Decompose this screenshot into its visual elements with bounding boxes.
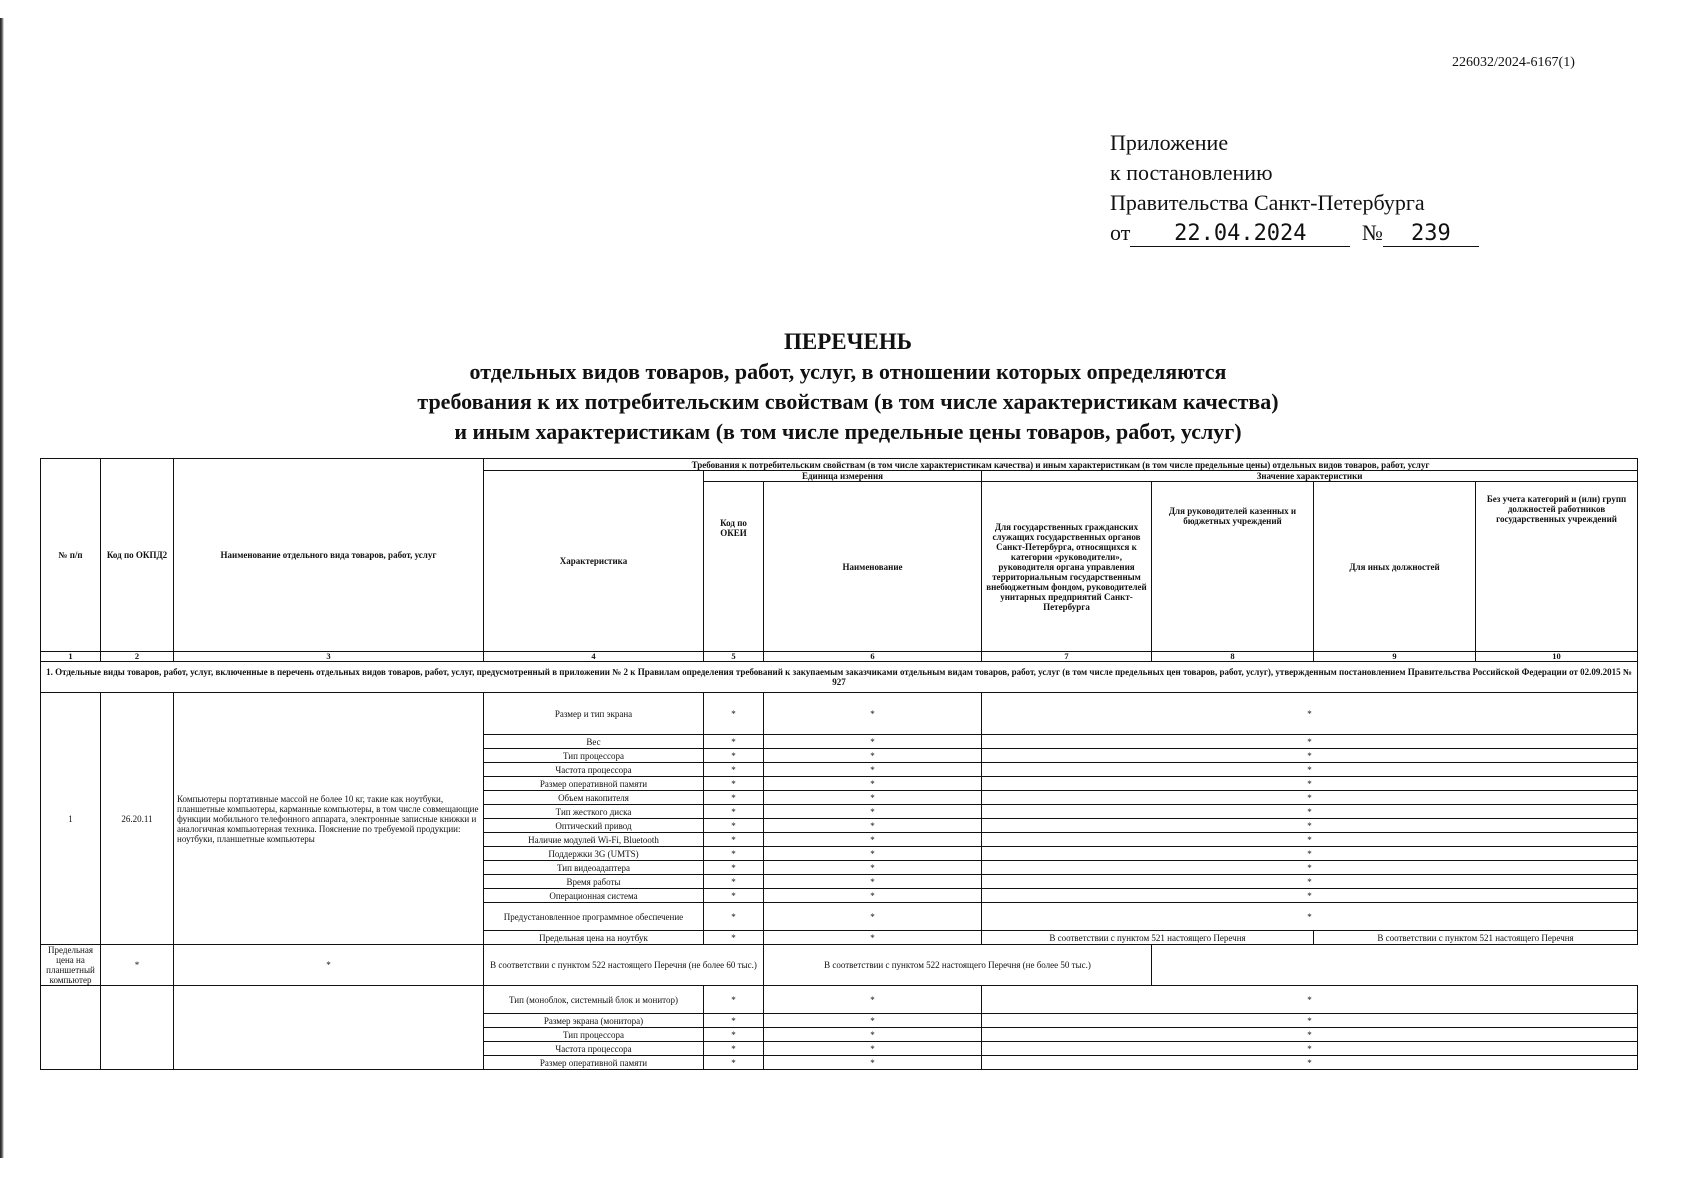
value: * <box>982 749 1638 763</box>
section-row <box>41 662 1638 693</box>
scan-edge <box>0 18 4 1158</box>
table-row <box>41 986 1638 1014</box>
unit-code: * <box>704 749 764 763</box>
decree-number: 239 <box>1383 222 1479 247</box>
from-label: от <box>1110 220 1131 245</box>
value: * <box>982 791 1638 805</box>
characteristic: Тип (моноблок, системный блок и монитор) <box>484 986 704 1014</box>
col-number: 5 <box>704 652 764 662</box>
value: * <box>982 805 1638 819</box>
column-numbers-row <box>41 652 1638 662</box>
item-2-code <box>101 986 174 1070</box>
col-number: 1 <box>41 652 101 662</box>
value: * <box>982 903 1638 931</box>
col-number: 7 <box>982 652 1152 662</box>
unit-code: * <box>704 1056 764 1070</box>
appendix-block <box>1110 128 1479 248</box>
unit-name: * <box>764 1056 982 1070</box>
header-val10: Без учета категорий и (или) групп должностей работников государственных учреждений <box>1476 482 1638 652</box>
unit-code: * <box>704 861 764 875</box>
unit-name: * <box>764 749 982 763</box>
unit-code: * <box>704 875 764 889</box>
value: * <box>982 986 1638 1014</box>
value: * <box>982 693 1638 735</box>
header-val7: Для государственных гражданских служащих государственных органов Санкт-Петербурга, относящихся к категории «руководители», руководителя органа управления территориальным государственным внебюджетным фондом, руководителей унитарных предприятий Санкт-Петербурга <box>982 482 1152 652</box>
document-title <box>0 327 1696 447</box>
unit-code: * <box>704 833 764 847</box>
unit-code: * <box>704 889 764 903</box>
table-row <box>41 945 1638 986</box>
item-2-name <box>174 986 484 1070</box>
characteristic: Тип процессора <box>484 1028 704 1042</box>
unit-code: * <box>704 1028 764 1042</box>
col-number: 9 <box>1314 652 1476 662</box>
unit-code: * <box>704 805 764 819</box>
unit-name: * <box>764 1014 982 1028</box>
characteristic: Предустановленное программное обеспечение <box>484 903 704 931</box>
col-number: 6 <box>764 652 982 662</box>
value: * <box>982 1014 1638 1028</box>
header-val8: Для руководителей казенных и бюджетных учреждений <box>1152 482 1314 652</box>
characteristic: Размер оперативной памяти <box>484 1056 704 1070</box>
unit-code: * <box>704 777 764 791</box>
title-line-3: и иным характеристикам (в том числе предельные цены товаров, работ, услуг) <box>454 419 1242 444</box>
unit-name: * <box>764 763 982 777</box>
header-unit-code: Код по ОКЕИ <box>704 482 764 652</box>
unit-name: * <box>764 861 982 875</box>
unit-code: * <box>704 986 764 1014</box>
price-notebook-value-7-8: В соответствии с пунктом 521 настоящего Перечня <box>982 931 1314 945</box>
unit-name: * <box>764 735 982 749</box>
item-1-name: Компьютеры портативные массой не более 10 кг, такие как ноутбуки, планшетные компьютеры, карманные компьютеры, в том числе совмещающие функции мобильного телефонного аппарата, электронные записные книжки и аналогичная компьютерная техника. Пояснение по требуемой продукции: ноутбуки, планшетные компьютеры <box>174 693 484 945</box>
header-unit: Единица измерения <box>704 471 982 482</box>
item-1-num: 1 <box>41 693 101 945</box>
price-notebook-value-9-10: В соответствии с пунктом 521 настоящего Перечня <box>1314 931 1638 945</box>
value: * <box>982 833 1638 847</box>
characteristic: Тип видеоадаптера <box>484 861 704 875</box>
section-1-title: 1. Отдельные виды товаров, работ, услуг, включенные в перечень отдельных видов товаров, работ, услуг, предусмотренный в приложении № 2 к Правилам определения требований к закупаемым заказчиками отдельным видам товаров, работ, услуг (в том числе предельных цен товаров, работ, услуг), утвержденным постановлением Правительства Российской Федерации от 02.09.2015 № 927 <box>41 662 1638 693</box>
characteristic: Предельная цена на ноутбук <box>484 931 704 945</box>
characteristic: Частота процессора <box>484 1042 704 1056</box>
unit-code: * <box>704 847 764 861</box>
unit-name: * <box>764 903 982 931</box>
price-tablet-value-7-8: В соответствии с пунктом 522 настоящего Перечня (не более 60 тыс.) <box>484 945 764 986</box>
unit-code: * <box>704 903 764 931</box>
item-1-code: 26.20.11 <box>101 693 174 945</box>
decree-date: 22.04.2024 <box>1130 222 1350 247</box>
value: * <box>982 1028 1638 1042</box>
characteristic: Операционная система <box>484 889 704 903</box>
header-unit-name: Наименование <box>764 482 982 652</box>
value: * <box>982 861 1638 875</box>
value: * <box>982 819 1638 833</box>
unit-name: * <box>764 875 982 889</box>
unit-code: * <box>704 931 764 945</box>
unit-name: * <box>764 1042 982 1056</box>
unit-code: * <box>704 735 764 749</box>
unit-name: * <box>174 945 484 986</box>
header-okpd: Код по ОКПД2 <box>101 459 174 652</box>
unit-name: * <box>764 1028 982 1042</box>
characteristic: Предельная цена на планшетный компьютер <box>41 945 101 986</box>
unit-name: * <box>764 931 982 945</box>
value: * <box>982 735 1638 749</box>
unit-name: * <box>764 791 982 805</box>
unit-name: * <box>764 833 982 847</box>
value: * <box>982 777 1638 791</box>
characteristic: Размер экрана (монитора) <box>484 1014 704 1028</box>
characteristic: Оптический привод <box>484 819 704 833</box>
unit-code: * <box>704 1014 764 1028</box>
unit-code: * <box>704 1042 764 1056</box>
unit-code: * <box>704 791 764 805</box>
unit-name: * <box>764 819 982 833</box>
characteristic: Объем накопителя <box>484 791 704 805</box>
registration-number: 226032/2024-6167(1) <box>1452 55 1575 70</box>
header-characteristic: Характеристика <box>484 471 704 652</box>
header-requirements: Требования к потребительским свойствам (в том числе характеристикам качества) и иным характеристикам (в том числе предельные цены) отдельных видов товаров, работ, услуг <box>484 459 1638 471</box>
col-number: 3 <box>174 652 484 662</box>
appendix-date-line <box>1110 218 1479 248</box>
value: * <box>982 1056 1638 1070</box>
value: * <box>982 875 1638 889</box>
value: * <box>982 847 1638 861</box>
unit-code: * <box>101 945 174 986</box>
value: * <box>982 1042 1638 1056</box>
title-line-2: требования к их потребительским свойствам (в том числе характеристикам качества) <box>417 389 1279 414</box>
characteristic: Время работы <box>484 875 704 889</box>
number-label: № <box>1361 220 1383 245</box>
characteristic: Вес <box>484 735 704 749</box>
characteristic: Частота процессора <box>484 763 704 777</box>
unit-code: * <box>704 819 764 833</box>
value: * <box>982 763 1638 777</box>
unit-name: * <box>764 889 982 903</box>
characteristic: Наличие модулей Wi-Fi, Bluetooth <box>484 833 704 847</box>
unit-name: * <box>764 986 982 1014</box>
item-2-num <box>41 986 101 1070</box>
characteristic: Поддержки 3G (UMTS) <box>484 847 704 861</box>
title-line-1: отдельных видов товаров, работ, услуг, в отношении которых определяются <box>469 359 1227 384</box>
table-row <box>41 693 1638 735</box>
unit-code: * <box>704 693 764 735</box>
requirements-table <box>40 458 1638 1070</box>
characteristic: Размер и тип экрана <box>484 693 704 735</box>
col-number: 8 <box>1152 652 1314 662</box>
unit-name: * <box>764 805 982 819</box>
appendix-line-2: к постановлению <box>1110 160 1273 185</box>
unit-name: * <box>764 693 982 735</box>
col-number: 10 <box>1476 652 1638 662</box>
col-number: 4 <box>484 652 704 662</box>
appendix-line-1: Приложение <box>1110 130 1229 155</box>
characteristic: Размер оперативной памяти <box>484 777 704 791</box>
unit-code: * <box>704 763 764 777</box>
col-number: 2 <box>101 652 174 662</box>
appendix-line-3: Правительства Санкт-Петербурга <box>1110 190 1425 215</box>
title-heading: ПЕРЕЧЕНЬ <box>784 329 912 354</box>
header-name: Наименование отдельного вида товаров, работ, услуг <box>174 459 484 652</box>
characteristic: Тип жесткого диска <box>484 805 704 819</box>
price-tablet-value-9-10: В соответствии с пунктом 522 настоящего Перечня (не более 50 тыс.) <box>764 945 1152 986</box>
unit-name: * <box>764 777 982 791</box>
characteristic: Тип процессора <box>484 749 704 763</box>
header-value: Значение характеристики <box>982 471 1638 482</box>
value: * <box>982 889 1638 903</box>
header-val9: Для иных должностей <box>1314 482 1476 652</box>
header-num: № п/п <box>41 459 101 652</box>
unit-name: * <box>764 847 982 861</box>
